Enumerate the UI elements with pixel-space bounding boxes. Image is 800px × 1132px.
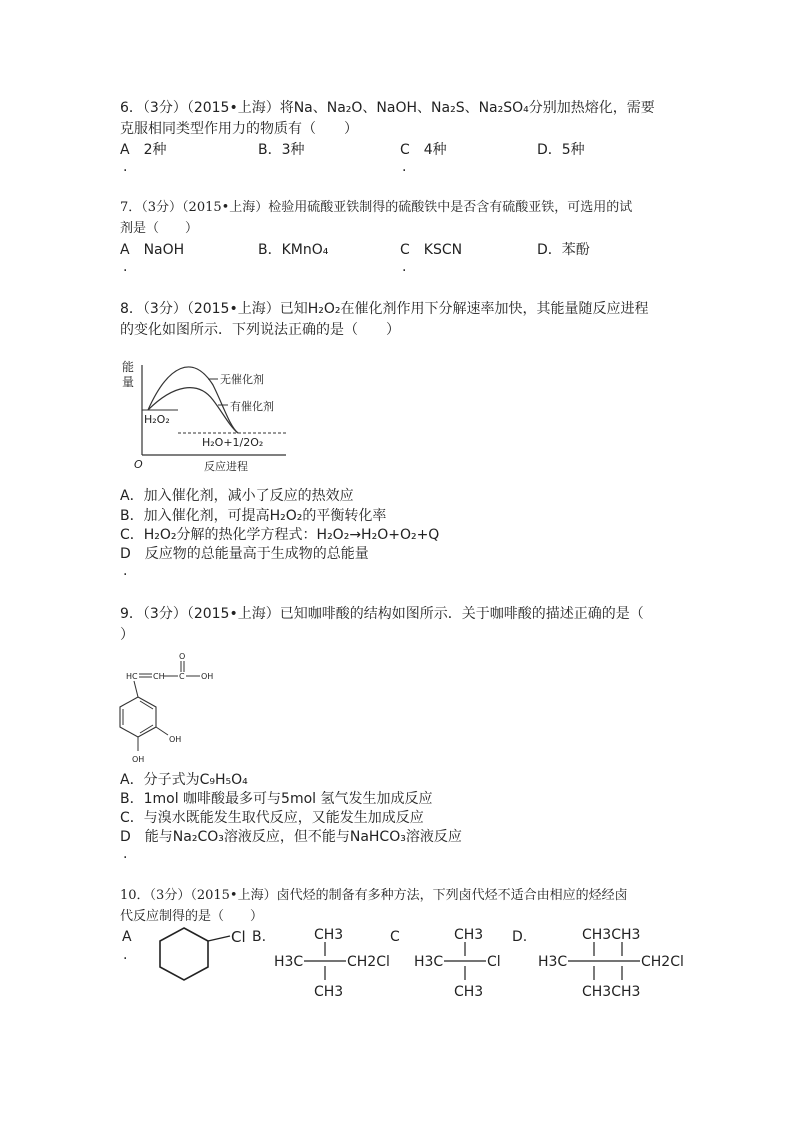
question-10-option-d-letter: D. — [512, 929, 528, 945]
structure-c-h3c: H3C — [414, 954, 444, 970]
question-10-option-b-letter: B. — [252, 929, 267, 945]
curve-label-catalyst: 有催化剂 — [230, 400, 274, 413]
carboxyl-c-label: C — [179, 672, 185, 681]
para-oh-label: OH — [132, 755, 145, 764]
caffeic-acid-structure — [110, 645, 230, 767]
list-dot: . — [402, 159, 407, 175]
y-axis-label-1: 能 — [122, 360, 135, 374]
structure-b-ch2cl: CH2Cl — [347, 954, 390, 970]
question-9-option-d: D 能与Na₂CO₃溶液反应，但不能与NaHCO₃溶液反应 — [120, 829, 462, 845]
question-8-option-c: C．H₂O₂分解的热化学方程式：H₂O₂→H₂O+O₂+Q — [120, 527, 440, 543]
question-7-option-b: B．KMnO₄ — [258, 242, 329, 258]
question-7-stem-line2: 剂是（ ） — [120, 221, 199, 236]
structure-c-ch3-bottom: CH3 — [454, 984, 484, 1000]
structure-a-cl: Cl — [231, 928, 246, 946]
question-7-option-d: D．苯酚 — [537, 242, 590, 258]
list-dot: . — [123, 259, 128, 275]
question-10-option-c-letter: C — [390, 929, 400, 945]
question-6-stem-line1: 6．（3分）（2015•上海）将Na、Na₂O、NaOH、Na₂S、Na₂SO₄分别加热熔化，需要 — [120, 100, 655, 116]
y-axis-label-2: 量 — [122, 375, 135, 389]
list-dot: . — [402, 259, 407, 275]
structure-b-h3c: H3C — [274, 954, 304, 970]
question-6-option-b: B．3种 — [258, 142, 305, 158]
list-dot: . — [123, 563, 128, 579]
structure-a-chlorocyclohexane — [150, 920, 260, 995]
question-6-option-a: A 2种 — [120, 142, 167, 158]
list-dot: . — [123, 947, 128, 963]
structure-b-ch3-bottom: CH3 — [314, 984, 344, 1000]
question-7-option-c: C KSCN — [400, 242, 463, 258]
question-10-option-a-letter: A — [122, 929, 132, 945]
question-10-stem-line2: 代反应制得的是（ ） — [120, 909, 264, 924]
list-dot: . — [123, 159, 128, 175]
structure-d-h3c: H3C — [538, 954, 568, 970]
structure-d-chloride — [536, 922, 686, 1000]
question-6-stem-line2: 克服相同类型作用力的物质有（ ） — [120, 121, 358, 137]
structure-b-ch3-top: CH3 — [314, 927, 344, 943]
question-7-option-a: A NaOH — [120, 242, 185, 258]
structure-d-top: CH3CH3 — [582, 927, 641, 943]
question-9-stem-line2: ） — [120, 627, 134, 643]
vinyl-ch-label: CH — [153, 672, 165, 681]
question-9-option-b: B．1mol 咖啡酸最多可与5mol 氢气发生加成反应 — [120, 791, 433, 807]
structure-b-neopentyl-chloride — [272, 922, 402, 1000]
energy-diagram — [118, 355, 298, 475]
question-10-stem-line1: 10．（3分）（2015•上海）卤代烃的制备有多种方法，下列卤代烃不适合由相应的烃经卤 — [120, 888, 628, 903]
carboxyl-oh-label: OH — [201, 672, 214, 681]
vinyl-hc-label: HC — [126, 672, 138, 681]
carboxyl-o-label: O — [179, 652, 186, 661]
reactant-label: H₂O₂ — [144, 413, 170, 426]
structure-d-bottom: CH3CH3 — [582, 984, 641, 1000]
structure-c-cl: Cl — [487, 954, 501, 970]
structure-c-tert-butyl-chloride — [412, 922, 502, 1000]
question-9-stem-line1: 9．（3分）（2015•上海）已知咖啡酸的结构如图所示．关于咖啡酸的描述正确的是（ — [120, 606, 644, 622]
structure-c-ch3-top: CH3 — [454, 927, 484, 943]
structure-d-ch2cl: CH2Cl — [641, 954, 684, 970]
curve-label-no-catalyst: 无催化剂 — [220, 373, 264, 386]
question-6-option-c: C 4种 — [400, 142, 447, 158]
list-dot: . — [123, 846, 128, 862]
question-8-stem-line2: 的变化如图所示．下列说法正确的是（ ） — [120, 322, 400, 338]
question-8-option-b: B．加入催化剂，可提高H₂O₂的平衡转化率 — [120, 508, 387, 524]
question-8-stem-line1: 8．（3分）（2015•上海）已知H₂O₂在催化剂作用下分解速率加快，其能量随反应进程 — [120, 301, 649, 317]
question-8-option-a: A．加入催化剂，减小了反应的热效应 — [120, 488, 354, 504]
question-9-option-c: C．与溴水既能发生取代反应，又能发生加成反应 — [120, 810, 424, 826]
origin-label: O — [134, 458, 143, 471]
meta-oh-label: OH — [169, 735, 182, 744]
question-7-stem-line1: 7．（3分）（2015•上海）检验用硫酸亚铁制得的硫酸铁中是否含有硫酸亚铁，可选用的试 — [120, 200, 633, 215]
x-axis-label: 反应进程 — [204, 460, 248, 473]
product-label: H₂O+1/2O₂ — [202, 436, 264, 449]
question-6-option-d: D．5种 — [537, 142, 585, 158]
question-8-option-d: D 反应物的总能量高于生成物的总能量 — [120, 546, 369, 562]
benzene-ring — [120, 697, 156, 737]
question-9-option-a: A．分子式为C₉H₅O₄ — [120, 772, 248, 788]
